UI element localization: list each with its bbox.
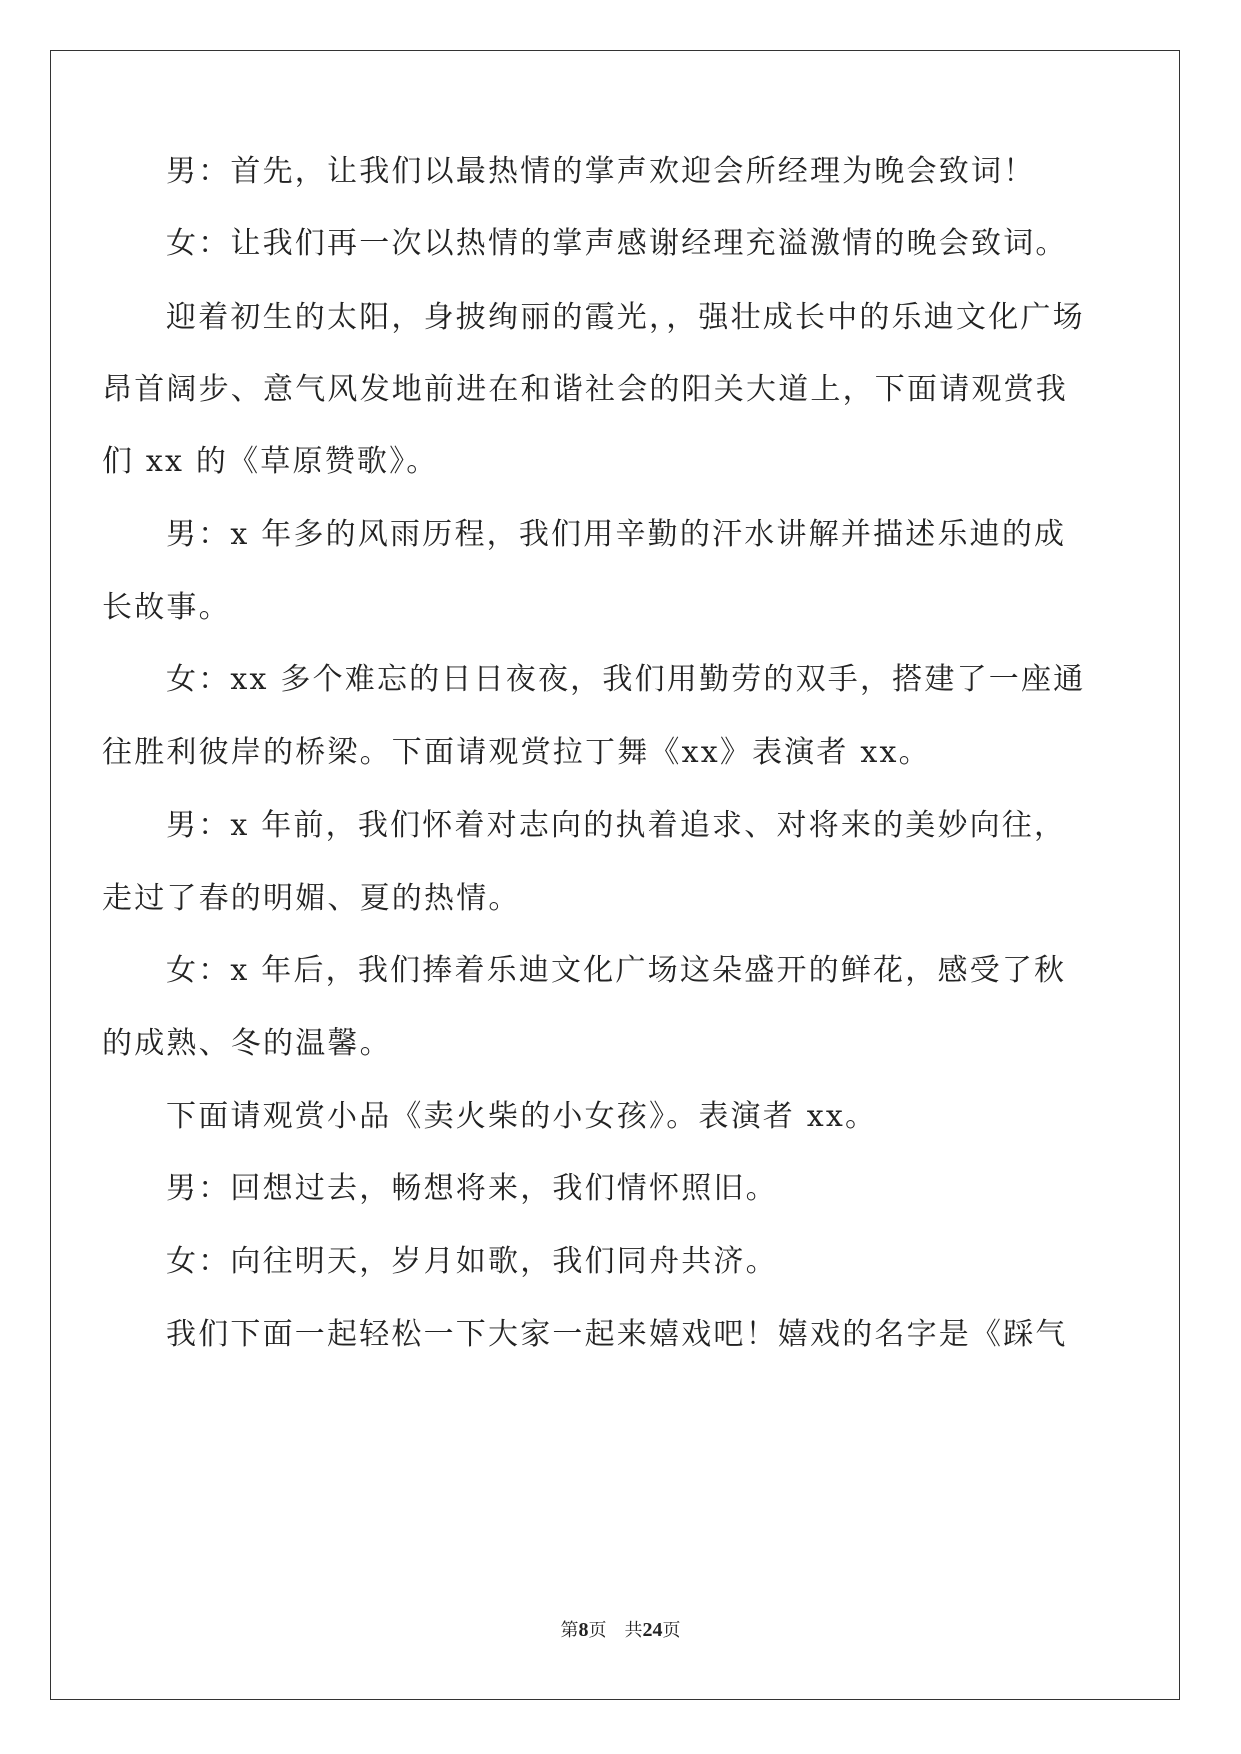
text-line: 男：x 年多的风雨历程，我们用辛勤的汗水讲解并描述乐迪的成 xyxy=(166,517,1067,552)
page-suffix: 页 xyxy=(588,1620,607,1641)
text-line: 我们下面一起轻松一下大家一起来嬉戏吧！嬉戏的名字是《踩气 xyxy=(166,1317,1068,1352)
text-line: 男：x 年前，我们怀着对志向的执着追求、对将来的美妙向往， xyxy=(166,808,1067,843)
page-footer xyxy=(0,1618,1241,1643)
text-line: 迎着初生的太阳，身披绚丽的霞光，，强壮成长中的乐迪文化广场 xyxy=(166,300,1085,335)
text-line: 女：让我们再一次以热情的掌声感谢经理充溢激情的晚会致词。 xyxy=(166,226,1068,261)
text-line: 的成熟、冬的温馨。 xyxy=(102,1026,392,1061)
text-line: 女：xx 多个难忘的日日夜夜，我们用勤劳的双手，搭建了一座通 xyxy=(166,662,1086,697)
text-line: 昂首阔步、意气风发地前进在和谐社会的阳关大道上，下面请观赏我 xyxy=(102,372,1068,407)
text-line: 长故事。 xyxy=(102,590,231,625)
page-total: 24 xyxy=(642,1619,663,1641)
text-line: 走过了春的明媚、夏的热情。 xyxy=(102,881,521,916)
text-line: 女：向往明天，岁月如歌，我们同舟共济。 xyxy=(166,1244,778,1279)
text-line: 男：首先，让我们以最热情的掌声欢迎会所经理为晚会致词！ xyxy=(166,154,1036,189)
text-line: 们 xx 的《草原赞歌》。 xyxy=(102,444,439,479)
text-line: 女：x 年后，我们捧着乐迪文化广场这朵盛开的鲜花，感受了秋 xyxy=(166,953,1067,988)
total-suffix: 页 xyxy=(662,1620,681,1641)
page-prefix: 第 xyxy=(560,1620,579,1641)
page-number: 8 xyxy=(578,1619,589,1641)
total-prefix: 共 xyxy=(624,1620,643,1641)
text-line: 往胜利彼岸的桥梁。下面请观赏拉丁舞《xx》表演者 xx。 xyxy=(102,735,931,770)
text-line: 下面请观赏小品《卖火柴的小女孩》。表演者 xx。 xyxy=(166,1099,878,1134)
text-line: 男：回想过去，畅想将来，我们情怀照旧。 xyxy=(166,1171,778,1206)
